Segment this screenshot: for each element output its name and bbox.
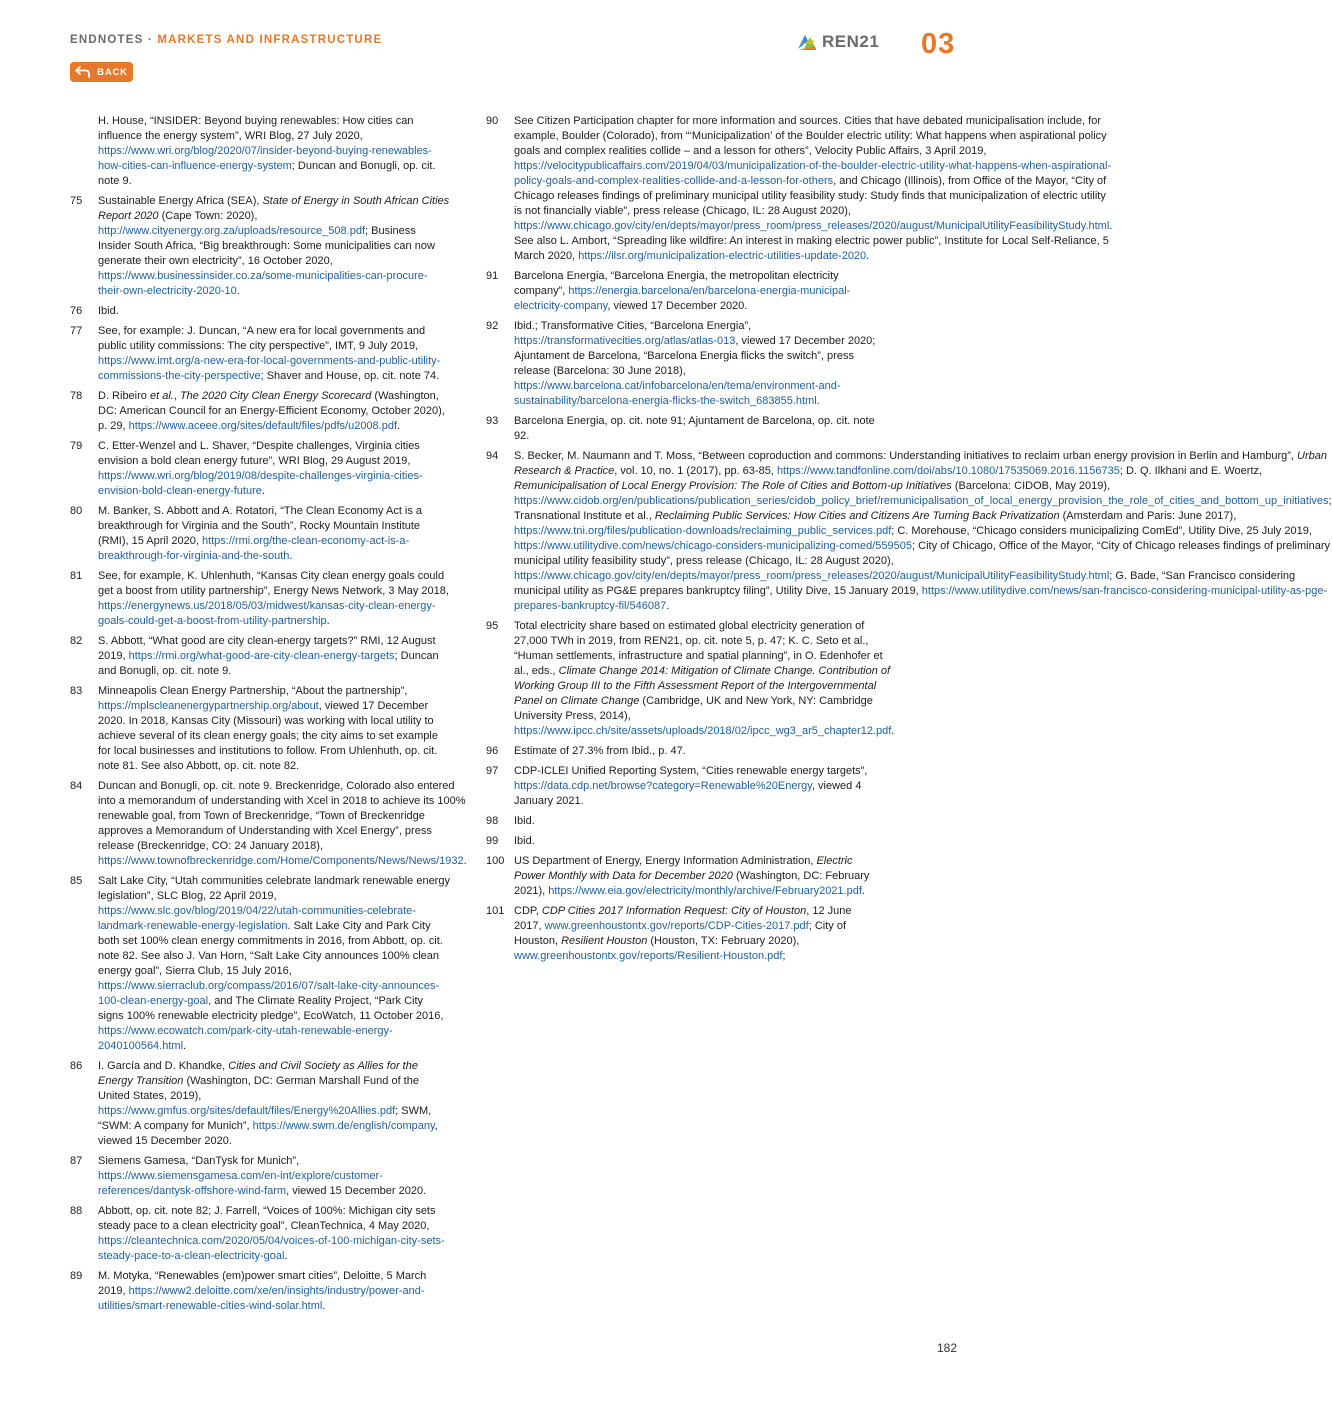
endnote-item [70, 389, 450, 434]
endnote-title: Resilient Houston [561, 935, 648, 947]
endnote-text [514, 114, 1112, 264]
endnote-fragment: ; D. Q. Ilkhani and E. Woertz, [1119, 465, 1263, 477]
ren21-logo-icon [796, 32, 818, 52]
endnote-link[interactable]: https://www.chicago.gov/city/en/depts/mayor/press_room/press_releases/2020/august/MunicipalUtilityFeasibilityStudy.html [514, 570, 1110, 582]
endnote-fragment: . [289, 550, 293, 562]
page-number: 182 [937, 1341, 958, 1355]
endnote-fragment: , [173, 390, 180, 402]
endnote-text [514, 269, 876, 314]
endnote-link[interactable]: https://www.ecowatch.com/park-city-utah-renewable-energy-2040100564.html [98, 1025, 393, 1052]
endnote-fragment: ; Transnational Institute et al., [514, 495, 1332, 522]
endnote-number [70, 114, 98, 189]
endnote-fragment: Ibid. [514, 815, 535, 827]
endnote-item [70, 114, 450, 189]
endnote-item [486, 834, 876, 849]
endnote-fragment: Barcelona Energia, op. cit. note 91; Ajuntament de Barcelona, op. cit. note 92. [514, 415, 875, 442]
endnote-item [70, 569, 450, 629]
endnote-link[interactable]: www.greenhoustontx.gov/reports/CDP-Cities-2017.pdf [544, 920, 809, 932]
endnote-fragment: D. Ribeiro [98, 390, 150, 402]
endnote-item [70, 304, 450, 319]
endnote-link[interactable]: https://www.utilitydive.com/news/chicago-considers-municipalizing-comed/559505 [514, 540, 913, 552]
endnote-text [98, 304, 450, 319]
endnotes-left-column [70, 114, 467, 1319]
endnote-number: 77 [70, 325, 83, 337]
endnote-fragment: See, for example: J. Duncan, “A new era for local governments and public utility commissions: The city perspective”, IMT, 9 July 2019, [98, 325, 426, 352]
endnote-text [98, 874, 450, 1054]
endnote-link[interactable]: https://www.siemensgamesa.com/en-int/explore/customer-references/dantysk-offshore-wind-farm [98, 1170, 383, 1197]
endnote-item [70, 1204, 450, 1264]
endnote-fragment: ; Shaver and House, op. cit. note 74. [260, 370, 440, 382]
endnote-number: 83 [70, 685, 83, 697]
endnote-number: 92 [486, 320, 499, 332]
endnote-fragment: , viewed 17 December 2020. [607, 300, 748, 312]
endnote-item [70, 194, 450, 299]
endnote-fragment: I. García and D. Khandke, [98, 1060, 229, 1072]
endnote-fragment: Ibid. [98, 305, 119, 317]
endnote-fragment: . [891, 725, 895, 737]
endnote-link[interactable]: https://ilsr.org/municipalization-electric-utilities-update-2020 [578, 250, 867, 262]
endnote-fragment: . [326, 615, 330, 627]
endnote-text [514, 744, 876, 759]
endnote-text [514, 319, 876, 409]
endnote-fragment: . [666, 600, 670, 612]
endnote-link[interactable]: https://cleantechnica.com/2020/05/04/voices-of-100-michigan-city-sets-steady-pace-to-a-clean-electricity-goal [98, 1235, 445, 1262]
endnote-item [70, 504, 450, 564]
endnote-fragment: , 12 June 2017, [514, 905, 852, 932]
endnote-fragment: , viewed 15 December 2020. [98, 1120, 438, 1147]
endnote-fragment: . See also L. Ambort, “Spreading like wildfire: An interest in making electric power public”, Institute for Local Self-Reliance, 5 March 2020, [514, 220, 1113, 262]
endnote-item [486, 114, 1113, 264]
endnote-text [514, 449, 1332, 614]
back-arrow-icon [75, 66, 91, 78]
endnote-fragment: US Department of Energy, Energy Information Administration, [514, 855, 817, 867]
endnote-link[interactable]: https://www2.deloitte.com/xe/en/insights/industry/power-and-utilities/smart-renewable-cities-wind-solar.html [98, 1285, 425, 1312]
endnote-number: 99 [486, 835, 499, 847]
section-label: ENDNOTES [70, 34, 144, 46]
endnote-link[interactable]: https://www.gmfus.org/sites/default/files/Energy%20Allies.pdf [98, 1105, 396, 1117]
endnote-link[interactable]: https://www.utilitydive.com/news/san-francisco-considering-municipal-utility-as-pge-prepares-bankruptcy-fil/546087 [514, 585, 1328, 612]
endnote-fragment: (Cambridge, UK and New York, NY: Cambridge University Press, 2014), [514, 695, 873, 722]
endnote-link[interactable]: https://www.chicago.gov/city/en/depts/mayor/press_room/press_releases/2020/august/MunicipalUtilityFeasibilityStudy.html [514, 220, 1110, 232]
endnote-link[interactable]: https://www.aceee.org/sites/default/files/pdfs/u2008.pdf [128, 420, 398, 432]
endnote-number: 98 [486, 815, 499, 827]
endnote-fragment: Ibid.; Transformative Cities, “Barcelona Energia”, [514, 320, 752, 332]
endnote-link[interactable]: https://www.sierraclub.org/compass/2016/07/salt-lake-city-announces-100-clean-energy-goal [98, 980, 440, 1007]
endnote-title: Cities and Civil Society as Allies for the Energy Transition [98, 1060, 418, 1087]
endnote-number: 87 [70, 1155, 83, 1167]
endnote-link[interactable]: http://www.cityenergy.org.za/uploads/resource_508.pdf [98, 225, 366, 237]
endnote-fragment: . [816, 395, 820, 407]
endnote-title: CDP Cities 2017 Information Request: City of Houston [541, 905, 807, 917]
endnote-item [70, 634, 450, 679]
endnote-item [70, 324, 450, 384]
endnote-number: 86 [70, 1060, 83, 1072]
logo-text: REN21 [822, 32, 880, 51]
endnote-link[interactable]: https://www.wri.org/blog/2020/07/insider-beyond-buying-renewables-how-cities-can-influence-energy-system [98, 145, 432, 172]
endnote-link[interactable]: https://rmi.org/the-clean-economy-act-is-a-breakthrough-for-virginia-and-the-south [98, 535, 410, 562]
endnote-fragment: , viewed 17 December 2020. In 2018, Kansas City (Missouri) was working with local utility to achieve several of its clean energy goals; the city aims to set example for local businesses and institutions to follow. From Uhlenhuth, op. cit. note 81. See also Abbott, op. cit. note 82. [98, 700, 438, 772]
endnote-fragment: C. Etter-Wenzel and L. Shaver, “Despite challenges, Virginia cities envision a bold clean energy future”, WRI Blog, 29 August 2019, [98, 440, 420, 467]
endnote-fragment: . [261, 485, 265, 497]
endnote-text [514, 619, 894, 739]
endnote-link[interactable]: https://data.cdp.net/browse?category=Renewable%20Energy [514, 780, 812, 792]
endnote-title: State of Energy in South African Cities Report 2020 [98, 195, 450, 222]
endnote-link[interactable]: https://energia.barcelona/en/barcelona-energia-municipal-electricity-company [514, 285, 851, 312]
endnote-fragment: Abbott, op. cit. note 82; J. Farrell, “Voices of 100%: Michigan city sets steady pace to a clean electricity goal”, CleanTechnica, 4 May 2020, [98, 1205, 436, 1232]
endnote-fragment: (Cape Town: 2020), [158, 210, 258, 222]
chapter-number: 03 [921, 28, 956, 60]
endnote-number: 88 [70, 1205, 83, 1217]
endnote-link[interactable]: https://www.townofbreckenridge.com/Home/Components/News/News/1932 [98, 855, 464, 867]
endnote-link[interactable]: https://www.ipcc.ch/site/assets/uploads/2018/02/ipcc_wg3_ar5_chapter12.pdf [514, 725, 892, 737]
endnote-fragment: , viewed 4 January 2021. [514, 780, 862, 807]
endnote-item [486, 414, 876, 444]
endnote-number: 95 [486, 620, 499, 632]
endnote-item [70, 1154, 450, 1199]
endnote-text [98, 1059, 450, 1149]
endnote-text [98, 779, 467, 869]
endnote-item [70, 684, 450, 774]
endnote-fragment: , viewed 17 December 2020; Ajuntament de Barcelona, “Barcelona Energia flicks the switch”, press release (Barcelona: 30 June 2018), [514, 335, 876, 377]
endnote-text [98, 439, 450, 499]
back-button-label: BACK [97, 66, 128, 78]
endnote-fragment: Sustainable Energy Africa (SEA), [98, 195, 263, 207]
endnote-text [98, 1154, 450, 1199]
endnote-fragment: (Washington, DC: February 2021), [514, 870, 870, 897]
endnote-number: 82 [70, 635, 83, 647]
endnote-number: 101 [486, 905, 505, 917]
endnote-fragment: , viewed 15 December 2020. [286, 1185, 427, 1197]
endnote-item [486, 449, 1332, 614]
endnote-title: Urban Research & Practice [514, 450, 1327, 477]
endnote-link[interactable]: https://transformativecities.org/atlas/atlas-013 [514, 335, 736, 347]
endnote-fragment: . [397, 420, 401, 432]
endnote-link[interactable]: www.greenhoustontx.gov/reports/Resilient-Houston.pdf [514, 950, 783, 962]
endnote-fragment: . [866, 250, 870, 262]
endnote-text [514, 904, 876, 964]
endnote-text [98, 569, 450, 629]
endnote-item [486, 764, 876, 809]
endnote-fragment: . [861, 885, 865, 897]
endnote-item [70, 874, 450, 1054]
endnote-text [514, 834, 876, 849]
endnote-number: 94 [486, 450, 499, 462]
chapter-title[interactable]: MARKETS AND INFRASTRUCTURE [157, 34, 383, 46]
endnote-fragment: H. House, “INSIDER: Beyond buying renewables: How cities can influence the energy system”, WRI Blog, 27 July 2020, [98, 115, 414, 142]
endnote-fragment: M. Banker, S. Abbott and A. Rotatori, “The Clean Economy Act is a breakthrough for Virginia and the South”, Rocky Mountain Institute (RMI), 15 April 2020, [98, 505, 423, 547]
endnote-fragment: Siemens Gamesa, “DanTysk for Munich”, [98, 1155, 300, 1167]
endnote-text [514, 854, 876, 899]
endnote-fragment: Estimate of 27.3% from Ibid., p. 47. [514, 745, 686, 757]
endnote-item [70, 439, 450, 499]
endnote-fragment: (Washington, DC: German Marshall Fund of the United States, 2019), [98, 1075, 419, 1102]
header-breadcrumb [70, 34, 382, 46]
endnote-item [70, 1059, 450, 1149]
endnote-item [486, 319, 876, 409]
endnote-text [98, 634, 450, 679]
endnote-number: 76 [70, 305, 83, 317]
endnote-link[interactable]: https://www.businessinsider.co.za/some-municipalities-can-procure-their-own-electricity-2020-10 [98, 270, 428, 297]
endnote-fragment: (Houston, TX: February 2020), [647, 935, 800, 947]
endnote-item [70, 1269, 450, 1314]
endnote-text [98, 684, 450, 774]
endnote-number: 97 [486, 765, 499, 777]
ren21-logo[interactable] [796, 30, 879, 54]
breadcrumb-separator: · [143, 34, 158, 46]
endnote-fragment: CDP, [514, 905, 542, 917]
endnote-number: 90 [486, 115, 499, 127]
endnote-item [486, 854, 876, 899]
endnote-fragment: ; Duncan and Bonugli, op. cit. note 9. [98, 160, 436, 187]
endnote-title: Reclaiming Public Services: How Cities and Citizens Are Turning Back Privatization [654, 510, 1060, 522]
endnote-fragment: See, for example, K. Uhlenhuth, “Kansas City clean energy goals could get a boost from utility partnership”, Energy News Network, 3 May 2018, [98, 570, 449, 597]
endnote-fragment: , and Chicago (Illinois), from Office of the Mayor, “City of Chicago releases findings of preliminary municipal utility feasibility study: Study finds that municipalization of electric utility is not financially viable”, press release (Chicago, IL: 28 August 2020), [514, 175, 1107, 217]
endnote-link[interactable]: https://rmi.org/what-good-are-city-clean-energy-targets [128, 650, 395, 662]
endnote-fragment: See Citizen Participation chapter for more information and sources. Cities that have debated municipalisation include, for example, Boulder (Colorado), from “‘Municipalization’ of the Boulder electric utility: What happens when aspirational policy goals and complex realities collide – and a lesson for others”, Velocity Public Affairs, 3 April 2019, [514, 115, 1107, 157]
endnote-item [486, 814, 876, 829]
endnote-title: Climate Change 2014: Mitigation of Climate Change. Contribution of Working Group III to the Fifth Assessment Report of the Intergovernmental Panel on Climate Change [514, 665, 891, 707]
endnote-fragment: Duncan and Bonugli, op. cit. note 9. Breckenridge, Colorado also entered into a memorandum of understanding with Xcel in 2018 to achieve its 100% renewable goal, from Town of Breckenridge, “Town of Breckenridge approves a Memorandum of Understanding with Xcel Energy”, press release (Breckenridge, CO: 24 January 2018), [98, 780, 466, 852]
endnote-fragment: Total electricity share based on estimated global electricity generation of 27,000 TWh in 2019, from REN21, op. cit. note 5, p. 47; K. C. Seto et al., “Human settlements, infrastructure and spatial planning”, in O. Edenhofer et al., eds., [514, 620, 883, 677]
endnote-item [486, 269, 876, 314]
endnote-item [486, 744, 876, 759]
endnote-fragment: , and The Climate Reality Project, “Park City signs 100% renewable electricity pledge”, EcoWatch, 11 October 2016, [98, 995, 444, 1022]
endnote-fragment: . Salt Lake City and Park City both set 100% clean energy commitments in 2016, from Abbott, op. cit. note 82. See also J. Van Horn, “Salt Lake City announces 100% clean energy goal”, Sierra Club, 15 July 2016, [98, 920, 443, 977]
endnote-link[interactable]: https://www.cidob.org/en/publications/publication_series/cidob_policy_brief/remunicipalisation_of_local_energy_provision_the_role_of_cities_and_bottom_up_initiatives [514, 495, 1329, 507]
endnote-link[interactable]: https://www.tandfonline.com/doi/abs/10.1080/17535069.2016.1156735 [776, 465, 1120, 477]
endnote-number: 96 [486, 745, 499, 757]
endnote-fragment: . [463, 855, 467, 867]
endnote-item [486, 619, 895, 739]
endnote-fragment: M. Motyka, “Renewables (em)power smart cities”, Deloitte, 5 March 2019, [98, 1270, 427, 1297]
endnote-title: The 2020 City Clean Energy Scorecard [179, 390, 372, 402]
endnote-fragment: Barcelona Energia, “Barcelona Energia, the metropolitan electricity company”, [514, 270, 839, 297]
endnote-fragment: . [236, 285, 240, 297]
endnote-fragment: ; G. Bade, “San Francisco considering municipal utility as PG&E prepares bankruptcy filing”, Utility Dive, 15 January 2019, [514, 570, 1296, 597]
endnote-fragment: Minneapolis Clean Energy Partnership, “About the partnership”, [98, 685, 408, 697]
endnote-number: 78 [70, 390, 83, 402]
endnote-number: 93 [486, 415, 499, 427]
endnote-text [98, 194, 450, 299]
endnote-fragment: (Barcelona: CIDOB, May 2019), [951, 480, 1111, 492]
endnote-text [98, 114, 450, 189]
endnote-title: et al. [149, 390, 174, 402]
endnote-number: 75 [70, 195, 83, 207]
endnote-fragment: S. Abbott, “What good are city clean-energy targets?” RMI, 12 August 2019, [98, 635, 436, 662]
endnote-number: 89 [70, 1270, 83, 1282]
endnote-fragment: Salt Lake City, “Utah communities celebrate landmark renewable energy legislation”, SLC Blog, 22 April 2019, [98, 875, 450, 902]
endnote-item [486, 904, 876, 964]
endnotes-right-column [486, 114, 1332, 969]
endnote-number: 84 [70, 780, 83, 792]
endnote-link[interactable]: https://www.swm.de/english/company [252, 1120, 435, 1132]
endnote-item [70, 779, 467, 869]
endnote-link[interactable]: https://www.wri.org/blog/2019/08/despite-challenges-virginia-cities-envision-bold-clean-energy-future [98, 470, 423, 497]
back-button[interactable] [70, 62, 133, 82]
endnote-fragment: Ibid. [514, 835, 535, 847]
endnote-text [98, 389, 450, 434]
endnote-fragment: ; Duncan and Bonugli, op. cit. note 9. [98, 650, 439, 677]
endnote-fragment: (Washington, DC: American Council for an Energy-Efficient Economy, October 2020), p. 29, [98, 390, 445, 432]
endnote-link[interactable]: https://www.tni.org/files/publication-downloads/reclaiming_public_services.pdf [514, 525, 892, 537]
endnote-text [98, 504, 450, 564]
endnote-link[interactable]: https://www.eia.gov/electricity/monthly/archive/February2021.pdf [548, 885, 862, 897]
endnote-fragment: ; C. Morehouse, “Chicago considers municipalizing ComEd”, Utility Dive, 25 July 2019, [891, 525, 1312, 537]
endnote-number: 85 [70, 875, 83, 887]
endnote-link[interactable]: https://velocitypublicaffairs.com/2019/04/03/municipalization-of-the-boulder-electric-utility-what-happens-when-aspirational-policy-goals-and-complex-realities-collide-and-a-lesson-for-others [514, 160, 1112, 187]
endnote-fragment: . [284, 1250, 288, 1262]
endnote-title: Electric Power Monthly with Data for December 2020 [514, 855, 853, 882]
endnote-link[interactable]: https://www.slc.gov/blog/2019/04/22/utah-communities-celebrate-landmark-renewable-energy-legislation [98, 905, 416, 932]
endnote-link[interactable]: https://mplscleanenergypartnership.org/about [98, 700, 319, 712]
endnote-fragment: ; City of Chicago, Office of the Mayor, “City of Chicago releases findings of preliminary municipal utility feasibility study”, press release (Chicago, IL: 28 August 2020), [514, 540, 1330, 567]
endnote-fragment: S. Becker, M. Naumann and T. Moss, “Between coproduction and commons: Understanding initiatives to reclaim urban energy provision in Berlin and Hamburg”, [514, 450, 1298, 462]
endnote-fragment: . [183, 1040, 187, 1052]
endnote-number: 100 [486, 855, 505, 867]
endnote-text [98, 324, 450, 384]
endnote-number: 91 [486, 270, 499, 282]
endnote-text [98, 1269, 450, 1314]
endnote-link[interactable]: https://www.barcelona.cat/infobarcelona/en/tema/environment-and-sustainability/barcelona-energia-flicks-the-switch_683855.html [514, 380, 841, 407]
endnote-link[interactable]: https://www.imt.org/a-new-era-for-local-governments-and-public-utility-commissions-the-city-perspective [98, 355, 441, 382]
endnote-fragment: ; [782, 950, 786, 962]
endnote-link[interactable]: https://energynews.us/2018/05/03/midwest/kansas-city-clean-energy-goals-could-get-a-boost-from-utility-partnership [98, 600, 436, 627]
endnote-number: 79 [70, 440, 83, 452]
endnote-fragment: ; SWM, “SWM: A company for Munich”, [98, 1105, 432, 1132]
endnote-number: 80 [70, 505, 83, 517]
endnote-title: Remunicipalisation of Local Energy Provision: The Role of Cities and Bottom-up Initiatives [514, 480, 952, 492]
endnote-fragment: . [322, 1300, 326, 1312]
endnote-fragment: (Amsterdam and Paris: June 2017), [1059, 510, 1237, 522]
endnote-text [514, 414, 876, 444]
endnote-text [98, 1204, 450, 1264]
endnote-fragment: ; City of Houston, [514, 920, 847, 947]
endnote-fragment: CDP-ICLEI Unified Reporting System, “Cities renewable energy targets”, [514, 765, 868, 777]
endnote-fragment: , vol. 10, no. 1 (2017), pp. 63-85, [614, 465, 777, 477]
endnote-fragment: ; Business Insider South Africa, “Big breakthrough: Some municipalities can now generate their own electricity”, 16 October 2020, [98, 225, 435, 267]
endnote-text [514, 814, 876, 829]
endnote-number: 81 [70, 570, 83, 582]
endnote-text [514, 764, 876, 809]
